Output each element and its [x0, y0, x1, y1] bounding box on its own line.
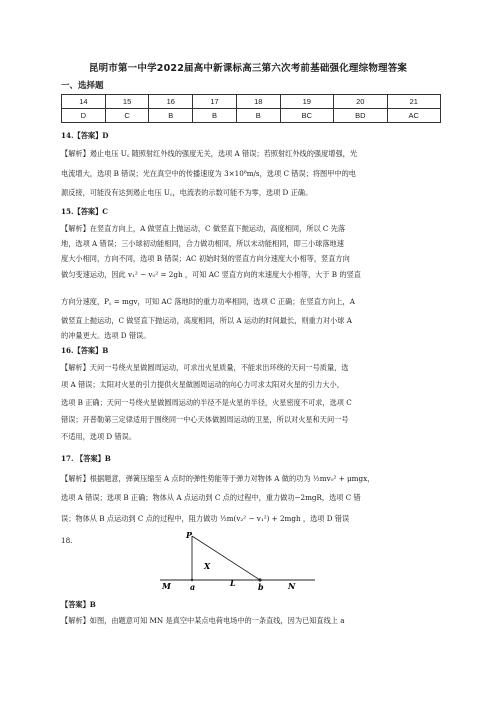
answer-table-answer-row	[62, 109, 441, 123]
q16-explanation-line: 选项 B 正确；天问一号绕火星做圆周运动的半径不是火星的半径，火星密度不可求，选项 C	[61, 398, 352, 407]
q17-explanation-line: 误；物体从 B 点运动到 C 点的过程中，阻力做功 ½m(v₂² − v₁²) + 2mgh ，选项 D 错误	[61, 514, 350, 523]
label-b: b	[258, 582, 264, 592]
q14-answer: 14.【答案】D	[61, 131, 109, 140]
q15-explanation-line: 地，选项 A 错误；三小球初动能相同，合力做功相同，所以末动能相同，即三小球落地速	[61, 239, 344, 248]
q15-answer: 15.【答案】C	[61, 207, 108, 216]
answer-table-number-row	[62, 95, 441, 109]
q18-number: 18.	[61, 536, 73, 545]
label-m: M	[162, 581, 171, 591]
section-heading: 一、选择题	[61, 81, 104, 91]
q16-explanation-line: 【解析】天问一号绕火星做圆周运动，可求出火星质量，不能求出环绕的天问一号质量，选	[61, 363, 349, 372]
q14-explanation-line: 【解析】遏止电压 U꜀ 随照射红外线的强度无关，选项 A 错误；若照射红外线的强度增强，光	[61, 149, 358, 158]
answer-cell: B	[236, 109, 280, 123]
q14-explanation-line: 电流增大，选项 B 错误；光在真空中的传播速度为 3×10⁸m/s，选项 C 错误；将图甲中的电	[61, 169, 356, 178]
q15-explanation-line: 的冲量更大。选项 D 错误。	[61, 331, 151, 340]
q16-explanation-line: 不适用，选项 D 错误。	[61, 432, 137, 441]
q18-field-line-diagram	[150, 526, 320, 592]
question-number-cell: 21	[387, 95, 441, 109]
q17-explanation-line: 选项 A 错误；选项 B 正确；物体从 A 点运动到 C 点的过程中，重力做功−2mgR，选项 C 错	[61, 493, 361, 502]
point-a	[191, 579, 193, 581]
answer-cell: B	[193, 109, 237, 123]
q17-answer: 17. 【答案】B	[61, 454, 111, 463]
q16-explanation-line: 项 A 错误；太阳对火星的引力提供火星做圆周运动的向心力可求太阳对火星的引力大小，	[61, 380, 344, 389]
q15-explanation-line: 【解析】在竖直方向上，A 做竖直上抛运动，C 做竖直下抛运动，高度相同，所以 C 先落	[61, 224, 346, 233]
q15-explanation-line: 度大小相同，方向不同，选项 B 错误；AC 初始时刻的竖直方向分速度大小相等，竖直方向	[61, 254, 350, 263]
label-p: P	[186, 530, 193, 540]
q18-answer: 【答案】B	[61, 600, 96, 609]
question-number-cell: 18	[236, 95, 280, 109]
question-number-cell: 17	[193, 95, 237, 109]
question-number-cell: 19	[280, 95, 333, 109]
page-title: 昆明市第一中学2022届高中新课标高三第六次考前基础强化理综物理答案	[88, 63, 408, 74]
q15-explanation-line: 做匀变速运动，因此 v₁² − v₀² = 2gh ，可知 AC 竖直方向的末速度大小相等，大于 B 的竖直	[61, 270, 361, 279]
question-number-cell: 16	[149, 95, 193, 109]
answer-cell: BC	[280, 109, 333, 123]
label-n: N	[288, 581, 296, 591]
q17-explanation-line: 【解析】根据题意，弹簧压缩至 A 点时的弹性势能等于弹力对物体 A 做的功为 ½mv₀² + μmgx，	[61, 474, 375, 483]
label-a: a	[190, 582, 196, 592]
answer-table	[61, 94, 441, 123]
question-number-cell: 14	[62, 95, 106, 109]
answer-cell: C	[105, 109, 149, 123]
line-pb	[192, 536, 260, 580]
answer-cell: BD	[334, 109, 387, 123]
q14-explanation-line: 源反接，可能没有达到遏止电压 U꜀，电流表的示数可能不为零，选项 D 正确。	[61, 188, 313, 197]
q15-explanation-line: 方向分速度，P꜀ = mgv，可知 AC 落地时的重力功率相同，选项 C 正确；在竖直方向上，A	[61, 297, 355, 306]
answer-cell: D	[62, 109, 106, 123]
q16-answer: 16.【答案】B	[61, 346, 109, 355]
label-l: L	[230, 578, 236, 588]
answer-cell: AC	[387, 109, 441, 123]
q18-explanation-line: 【解析】如图，由题意可知 MN 是真空中某点电荷电场中的一条直线，因为已知直线上 a	[61, 616, 345, 625]
question-number-cell: 20	[334, 95, 387, 109]
q16-explanation-line: 错误；开普勒第三定律适用于围绕同一中心天体做圆周运动的卫星，所以对火星和天问一号	[61, 415, 349, 424]
q15-explanation-line: 做竖直上抛运动，C 做竖直下抛运动，高度相同，所以 A 运动的时间最长，则重力对小球 A	[61, 316, 352, 325]
answer-cell: B	[149, 109, 193, 123]
question-number-cell: 15	[105, 95, 149, 109]
label-x: X	[204, 561, 211, 571]
